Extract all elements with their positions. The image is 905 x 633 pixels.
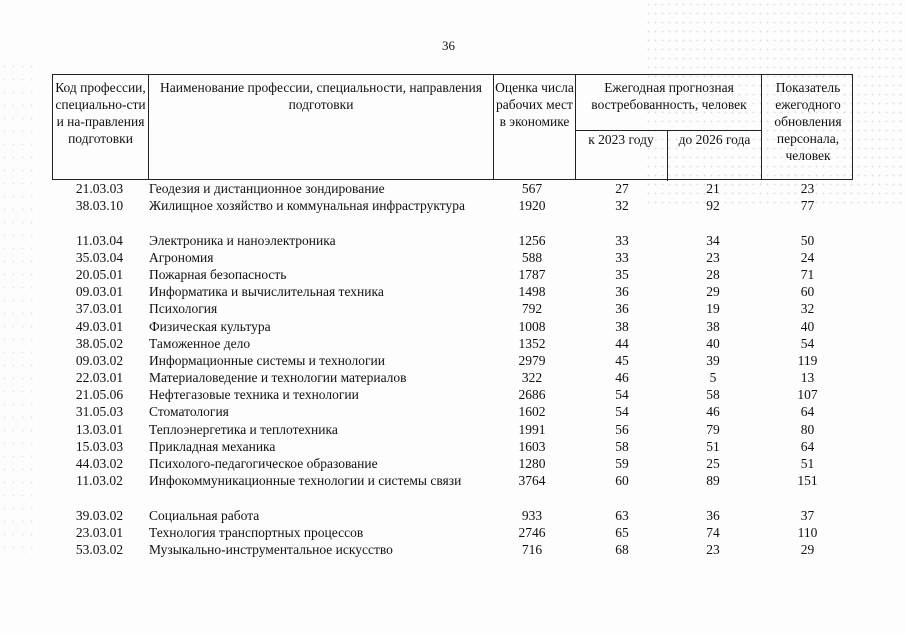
cell-2023: 63 <box>615 507 629 523</box>
table-row <box>52 335 853 352</box>
cell-jobs: 1352 <box>518 335 546 351</box>
cell-jobs: 1920 <box>518 198 546 214</box>
cell-2026: 21 <box>706 181 720 196</box>
cell-name: Материаловедение и технологии материалов <box>149 370 407 386</box>
cell-2026: 74 <box>706 524 720 540</box>
header-code: Код профессии, специально-сти и на-правления подготовки <box>55 80 146 146</box>
cell-jobs: 1498 <box>518 284 546 300</box>
cell-code: 53.03.02 <box>75 541 124 557</box>
cell-name: Электроника и наноэлектроника <box>149 232 336 248</box>
cell-2026: 34 <box>706 232 720 248</box>
cell-code: 39.03.02 <box>75 507 124 523</box>
header-renewal: Показатель ежегодного обновления персонала, человек <box>761 75 854 179</box>
cell-2026: 23 <box>706 249 720 265</box>
cell-jobs: 2979 <box>518 352 546 368</box>
cell-name: Стоматология <box>149 404 229 420</box>
table-row <box>52 232 853 249</box>
cell-name: Геодезия и дистанционное зондирование <box>149 181 385 196</box>
cell-jobs: 1256 <box>518 232 546 248</box>
cell-name: Таможенное дело <box>149 335 251 351</box>
cell-jobs: 567 <box>521 181 543 196</box>
cell-2023: 44 <box>615 335 629 351</box>
cell-jobs: 1008 <box>518 318 546 334</box>
table-row <box>52 421 853 438</box>
cell-code: 23.03.01 <box>75 524 124 540</box>
cell-2023: 33 <box>615 232 629 248</box>
cell-renewal: 24 <box>800 249 815 265</box>
cell-2026: 58 <box>706 387 720 403</box>
cell-2023: 35 <box>615 266 629 282</box>
cell-name: Прикладная механика <box>149 438 276 454</box>
cell-name: Музыкально-инструментальное искусство <box>149 541 393 557</box>
table-body <box>52 180 853 558</box>
cell-2023: 27 <box>615 181 629 196</box>
cell-2023: 46 <box>615 370 629 386</box>
cell-jobs: 3764 <box>518 473 546 489</box>
cell-jobs: 2746 <box>518 524 546 540</box>
cell-renewal: 54 <box>800 335 815 351</box>
cell-name: Пожарная безопасность <box>149 266 287 282</box>
page-number: 36 <box>442 38 455 53</box>
cell-renewal: 77 <box>800 198 815 214</box>
cell-code: 49.03.01 <box>75 318 124 334</box>
cell-2026: 38 <box>706 318 720 334</box>
cell-renewal: 119 <box>797 352 818 368</box>
cell-jobs: 792 <box>521 301 543 317</box>
cell-2023: 65 <box>615 524 629 540</box>
table-row <box>52 352 853 369</box>
cell-renewal: 51 <box>800 456 815 472</box>
cell-2026: 5 <box>709 370 717 386</box>
cell-name: Физическая культура <box>149 318 271 334</box>
table-row <box>52 283 853 300</box>
cell-code: 11.03.02 <box>76 473 123 489</box>
cell-code: 44.03.02 <box>75 456 124 472</box>
header-2023: к 2023 году <box>588 132 654 147</box>
cell-renewal: 64 <box>800 404 815 420</box>
cell-jobs: 933 <box>521 507 543 523</box>
cell-code: 11.03.04 <box>76 232 123 248</box>
cell-code: 35.03.04 <box>75 249 124 265</box>
cell-jobs: 588 <box>521 249 543 265</box>
cell-2023: 45 <box>615 352 629 368</box>
table-row <box>52 266 853 283</box>
table-row <box>52 369 853 386</box>
cell-2026: 25 <box>706 456 720 472</box>
table-row <box>52 180 853 197</box>
cell-name: Теплоэнергетика и теплотехника <box>149 421 338 437</box>
cell-2026: 92 <box>706 198 720 214</box>
cell-2026: 19 <box>706 301 720 317</box>
cell-renewal: 60 <box>800 284 815 300</box>
cell-name: Нефтегазовые техника и технологии <box>149 387 359 403</box>
cell-2023: 32 <box>615 198 629 214</box>
cell-jobs: 322 <box>521 370 543 386</box>
cell-2026: 40 <box>706 335 720 351</box>
header-2026: до 2026 года <box>678 132 751 147</box>
table-row <box>52 472 853 506</box>
table-row <box>52 386 853 403</box>
cell-code: 38.03.10 <box>75 198 124 214</box>
table-row <box>52 197 853 231</box>
cell-jobs: 1991 <box>518 421 546 437</box>
cell-code: 21.05.06 <box>75 387 124 403</box>
cell-2023: 33 <box>615 249 629 265</box>
cell-code: 37.03.01 <box>75 301 124 317</box>
cell-2026: 51 <box>706 438 720 454</box>
cell-2026: 39 <box>706 352 720 368</box>
cell-2023: 58 <box>615 438 629 454</box>
table-row <box>52 524 853 541</box>
cell-2026: 36 <box>706 507 720 523</box>
cell-2023: 54 <box>615 404 629 420</box>
cell-renewal: 80 <box>800 421 815 437</box>
cell-renewal: 107 <box>797 387 818 403</box>
table-row <box>52 455 853 472</box>
cell-name: Информатика и вычислительная техника <box>149 284 384 300</box>
cell-2026: 29 <box>706 284 720 300</box>
cell-renewal: 13 <box>800 370 815 386</box>
cell-code: 15.03.03 <box>75 438 124 454</box>
cell-code: 38.05.02 <box>75 335 124 351</box>
cell-code: 31.05.03 <box>75 404 124 420</box>
cell-jobs: 1603 <box>518 438 546 454</box>
cell-2023: 56 <box>615 421 629 437</box>
cell-code: 21.03.03 <box>75 181 124 196</box>
cell-jobs: 716 <box>521 541 543 557</box>
cell-2023: 54 <box>615 387 629 403</box>
cell-2023: 60 <box>615 473 629 489</box>
cell-code: 09.03.02 <box>75 352 124 368</box>
cell-code: 20.05.01 <box>75 266 124 282</box>
cell-renewal: 40 <box>800 318 815 334</box>
scan-noise-left <box>0 60 40 560</box>
cell-2023: 36 <box>615 301 629 317</box>
header-demand: Ежегодная прогнозная востребованность, человек <box>591 80 747 112</box>
cell-2026: 79 <box>706 421 720 437</box>
table-row <box>52 438 853 455</box>
cell-2023: 38 <box>615 318 629 334</box>
cell-name: Жилищное хозяйство и коммунальная инфраструктура <box>149 198 465 214</box>
cell-jobs: 2686 <box>518 387 546 403</box>
table-header <box>52 74 853 180</box>
table-row <box>52 300 853 317</box>
cell-code: 13.03.01 <box>75 421 124 437</box>
cell-2026: 46 <box>706 404 720 420</box>
table-row <box>52 507 853 524</box>
cell-name: Психолого-педагогическое образование <box>149 456 378 472</box>
cell-2023: 59 <box>615 456 629 472</box>
cell-renewal: 50 <box>800 232 815 248</box>
table-row <box>52 403 853 420</box>
cell-name: Информационные системы и технологии <box>149 352 385 368</box>
cell-name: Социальная работа <box>149 507 260 523</box>
table-row <box>52 318 853 335</box>
cell-code: 09.03.01 <box>75 284 124 300</box>
cell-name: Технология транспортных процессов <box>149 524 364 540</box>
cell-renewal: 64 <box>800 438 815 454</box>
cell-jobs: 1787 <box>518 266 546 282</box>
cell-2026: 28 <box>706 266 720 282</box>
table-row <box>52 541 853 558</box>
cell-2023: 68 <box>615 541 629 557</box>
cell-jobs: 1602 <box>518 404 546 420</box>
cell-2026: 89 <box>706 473 720 489</box>
cell-jobs: 1280 <box>518 456 546 472</box>
cell-2026: 23 <box>706 541 720 557</box>
cell-name: Инфокоммуникационные технологии и системы связи <box>149 473 462 489</box>
cell-renewal: 110 <box>797 524 818 540</box>
header-jobs: Оценка числа рабочих мест в экономике <box>493 75 575 179</box>
header-name: Наименование профессии, специальности, направления подготовки <box>148 75 493 179</box>
cell-renewal: 71 <box>800 266 815 282</box>
cell-renewal: 32 <box>800 301 815 317</box>
cell-2023: 36 <box>615 284 629 300</box>
cell-renewal: 151 <box>797 473 818 489</box>
cell-name: Агрономия <box>149 249 214 265</box>
cell-renewal: 37 <box>800 507 815 523</box>
cell-renewal: 29 <box>800 541 815 557</box>
cell-code: 22.03.01 <box>75 370 124 386</box>
cell-renewal: 23 <box>800 181 815 196</box>
table-row <box>52 249 853 266</box>
cell-name: Психология <box>149 301 218 317</box>
